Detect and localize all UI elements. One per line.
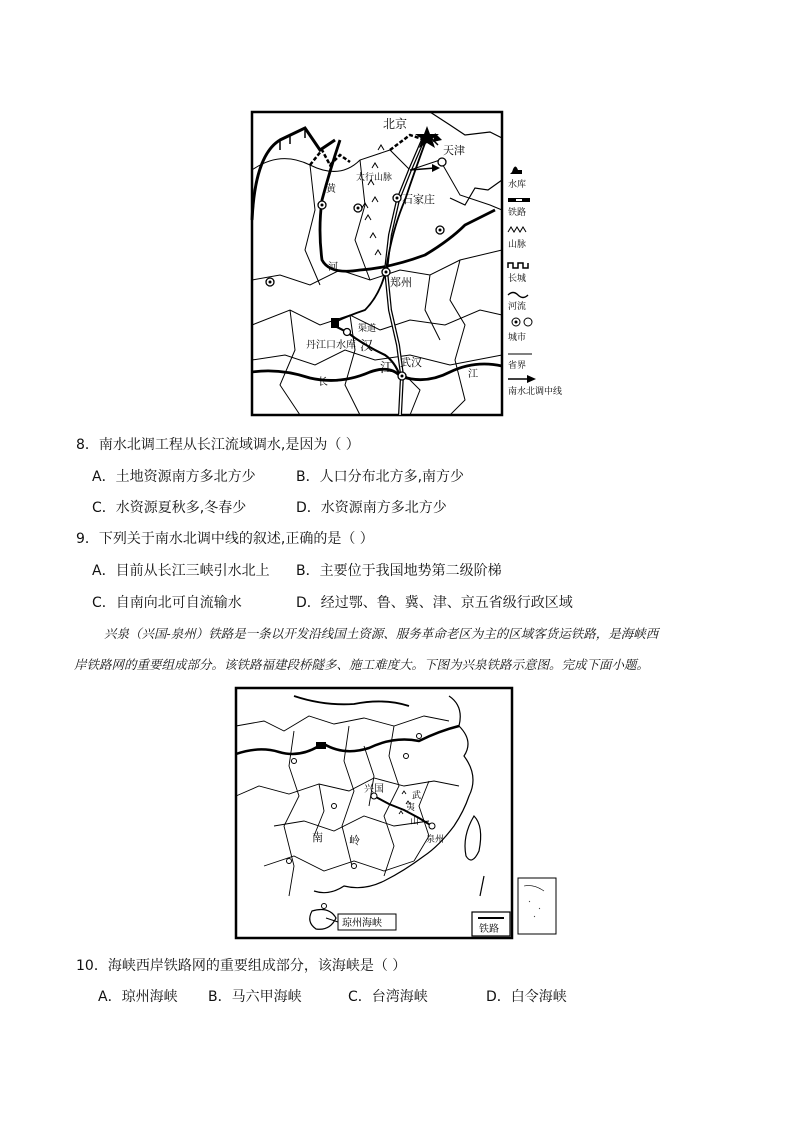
q10-option-d[interactable]: D．白令海峡 <box>486 989 567 1005</box>
label-qiongzhou: 琼州海峡 <box>342 918 382 929</box>
svg-text:长城: 长城 <box>508 274 527 284</box>
svg-text:省界: 省界 <box>508 361 527 371</box>
q8-option-d[interactable]: D．水资源南方多北方少 <box>296 500 447 516</box>
label-danjiangkou: 丹江口水库 <box>306 340 356 351</box>
label-wuhan: 武汉 <box>400 356 422 369</box>
label-qudao: 渠道 <box>358 324 377 334</box>
q9-option-d[interactable]: D．经过鄂、鲁、冀、津、京五省级行政区域 <box>296 595 573 611</box>
label-han: 汉 <box>360 339 374 354</box>
label-taihang <box>356 171 392 183</box>
mountain-legend-icon <box>508 227 526 232</box>
q9-option-a[interactable]: A．目前从长江三峡引水北上 <box>92 563 270 579</box>
great-wall-legend-icon <box>508 263 528 268</box>
legend-railway-label: 铁路 <box>479 924 499 935</box>
label-yi: 夷 <box>406 803 416 813</box>
label-jiang: 江 <box>380 361 394 376</box>
svg-text:城市: 城市 <box>508 333 527 343</box>
label-ling: 岭 <box>349 834 360 847</box>
svg-text:太行山脉: 太行山脉 <box>356 173 393 183</box>
intro-line-1: 兴泉（兴国-泉州）铁路是一条以开发沿线国土资源、服务革命老区为主的区域客货运铁路，是海峡西 <box>104 626 659 641</box>
label-shijiazhuang: 石家庄 <box>402 193 435 206</box>
reservoir-legend-icon <box>510 166 522 174</box>
label-quanzhou: 泉州 <box>426 835 445 845</box>
label-nan: 南 <box>312 831 323 844</box>
reservoir-icon <box>331 318 339 328</box>
intro-line-2: 岸铁路网的重要组成部分。该铁路福建段桥隧多、施工难度大。下图为兴泉铁路示意图。完成下面小题。 <box>74 657 650 672</box>
label-xingguo: 兴国 <box>364 784 384 795</box>
map1-legend <box>508 166 562 397</box>
label-tianjin: 天津 <box>443 144 465 157</box>
q10-option-b[interactable]: B．马六甲海峡 <box>208 989 302 1005</box>
south-china-sea-inset <box>518 878 556 934</box>
label-jiang2: 江 <box>468 369 478 380</box>
q9-stem: 9．下列关于南水北调中线的叙述,正确的是（ ） <box>76 531 374 547</box>
q10-stem: 10．海峡西岸铁路网的重要组成部分，该海峡是（ ） <box>76 958 407 974</box>
label-chang: 长 <box>318 377 328 388</box>
q8-option-a[interactable]: A．土地资源南方多北方少 <box>92 469 256 485</box>
svg-text:水库: 水库 <box>508 180 527 190</box>
label-shan: 山 <box>410 817 420 827</box>
q9-option-b[interactable]: B．主要位于我国地势第二级阶梯 <box>296 563 502 579</box>
river-legend-icon <box>508 293 528 298</box>
q9-option-c[interactable]: C．自南向北可自流输水 <box>92 595 242 611</box>
xingquan-railway-map <box>234 686 564 942</box>
svg-text:铁路: 铁路 <box>508 208 527 218</box>
south-north-water-transfer-map <box>250 110 563 420</box>
map2-frame <box>236 688 512 938</box>
label-huang: 黄 <box>326 184 336 195</box>
svg-text:河流: 河流 <box>508 302 527 312</box>
q8-option-c[interactable]: C．水资源夏秋多,冬春少 <box>92 500 247 516</box>
svg-text:山脉: 山脉 <box>508 240 527 250</box>
svg-text:南水北调中线: 南水北调中线 <box>508 387 563 397</box>
label-beijing: 北京 <box>383 117 408 131</box>
label-zhengzhou: 郑州 <box>390 276 412 289</box>
q8-option-b[interactable]: B．人口分布北方多,南方少 <box>296 469 465 485</box>
label-he: 河 <box>328 262 338 273</box>
q10-option-a[interactable]: A．琼州海峡 <box>98 989 178 1005</box>
q10-option-c[interactable]: C．台湾海峡 <box>348 989 428 1005</box>
q8-stem: 8．南水北调工程从长江流域调水,是因为（ ） <box>76 437 360 453</box>
label-wu: 武 <box>412 791 422 801</box>
